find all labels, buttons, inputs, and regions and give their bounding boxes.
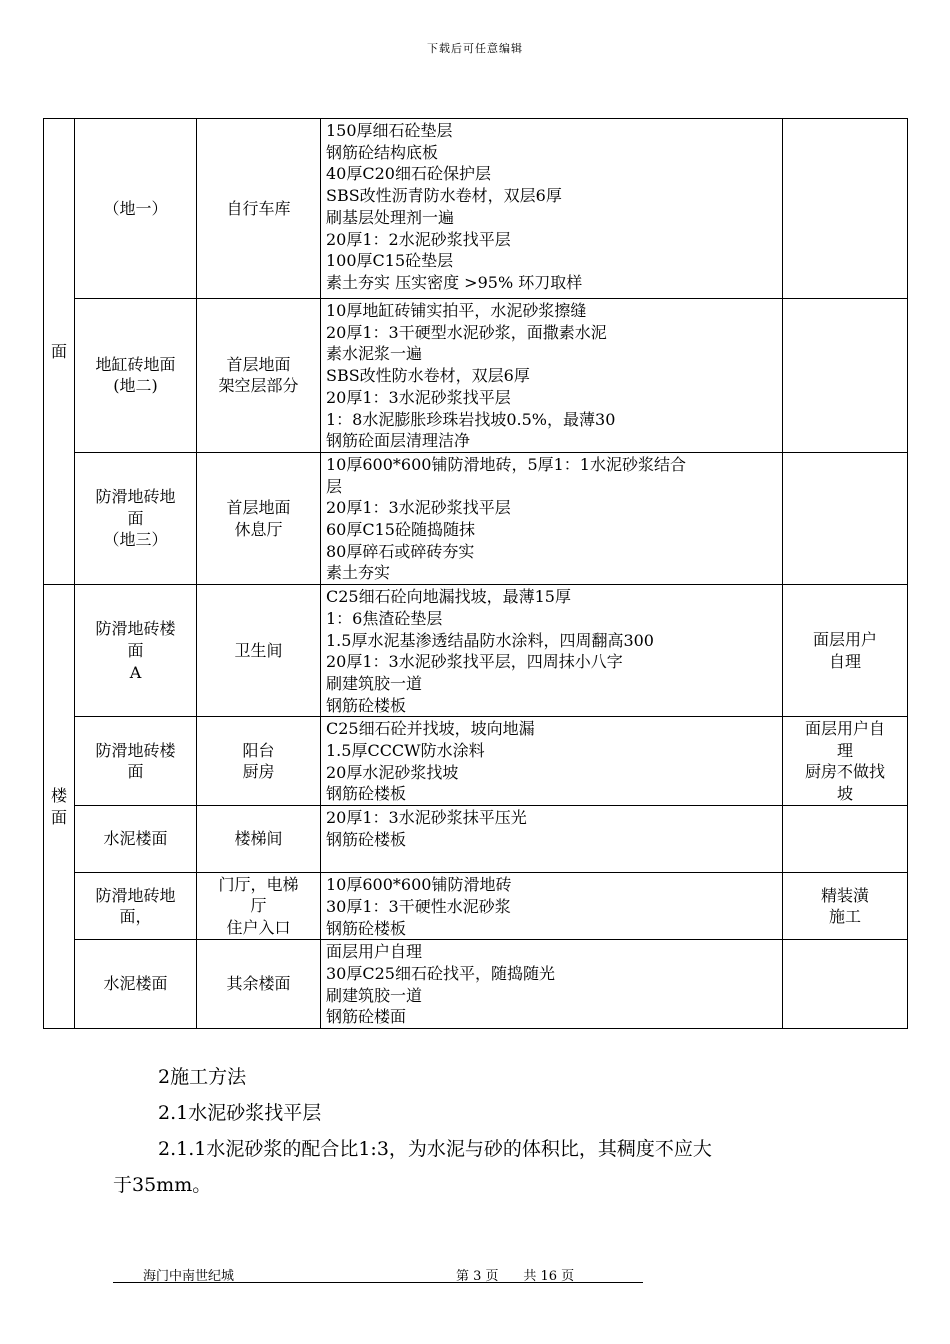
construction-layers <box>321 299 783 453</box>
cell-line: 防滑地砖地 <box>95 885 176 905</box>
floor-type-name <box>75 119 197 299</box>
cell-line: SBS改性防水卷材，双层6厚 <box>326 366 530 386</box>
construction-layers <box>321 806 783 873</box>
cell-line: （地一） <box>103 198 168 218</box>
cell-line: 素水泥浆一遍 <box>326 344 423 364</box>
cell-line: 20厚1：2水泥砂浆找平层 <box>326 229 511 249</box>
remark-cell <box>783 119 908 299</box>
cell-line: 水泥楼面 <box>103 829 168 849</box>
cell-line: (地二) <box>113 376 158 396</box>
location-cell <box>197 585 321 717</box>
cell-line: 30厚1：3干硬性水泥砂浆 <box>326 896 511 916</box>
cell-line: 钢筋砼楼板 <box>326 918 407 938</box>
group-label: 面 <box>50 341 67 361</box>
cell-line: 面层用户自 <box>804 718 885 738</box>
table-row <box>44 806 908 873</box>
cell-line: 刷基层处理剂一遍 <box>326 207 455 227</box>
cell-line: 面， <box>119 907 152 927</box>
construction-spec-table <box>43 118 908 1029</box>
remark-cell <box>783 873 908 940</box>
construction-layers <box>321 119 783 299</box>
header-note: 下载后可任意编辑 <box>427 42 523 55</box>
table-row <box>44 585 908 717</box>
cell-line: 钢筋砼面层清理洁净 <box>326 431 471 451</box>
group-label-cell <box>44 585 75 1029</box>
construction-layers <box>321 873 783 940</box>
floor-type-name <box>75 585 197 717</box>
cell-line: 首层地面 <box>226 497 291 517</box>
remark-cell <box>783 299 908 453</box>
cell-line: 施工 <box>828 907 861 927</box>
section-heading-2-1: 2.1水泥砂浆找平层 <box>158 1102 322 1124</box>
cell-line: 20厚1：3水泥砂浆找平层 <box>326 498 511 518</box>
cell-line: 门厅，电梯 <box>218 874 299 894</box>
cell-line: 防滑地砖楼 <box>95 619 176 639</box>
location-cell <box>197 299 321 453</box>
cell-line: 层 <box>326 476 343 496</box>
floor-type-name <box>75 940 197 1029</box>
cell-line: 卫生间 <box>234 640 283 660</box>
cell-line: 20厚1：3水泥砂浆找平层，四周抹小八字 <box>326 652 623 672</box>
cell-line: 阳台 <box>242 740 275 760</box>
cell-line: 理 <box>836 740 853 760</box>
cell-line: 自理 <box>828 651 861 671</box>
cell-line: 素土夯实 压实密度 >95% 环刀取样 <box>326 272 583 292</box>
location-cell <box>197 717 321 806</box>
cell-line: 10厚地缸砖铺实拍平，水泥砂浆擦缝 <box>326 301 587 320</box>
cell-line: 住户入口 <box>226 918 291 938</box>
cell-line: 坡 <box>836 783 853 803</box>
construction-layers <box>321 717 783 806</box>
floor-type-name <box>75 806 197 873</box>
remark-cell <box>783 940 908 1029</box>
cell-line: 厅 <box>250 896 267 916</box>
cell-line: 10厚600*600铺防滑地砖，5厚1：1水泥砂浆结合 <box>326 454 686 474</box>
cell-line: 40厚C20细石砼保护层 <box>326 164 491 184</box>
cell-line: 钢筋砼楼板 <box>326 695 407 715</box>
cell-line: 面 <box>127 640 144 660</box>
table-row <box>44 873 908 940</box>
page-footer <box>113 1265 643 1285</box>
remark-cell <box>783 585 908 717</box>
location-cell <box>197 452 321 584</box>
cell-line: 钢筋砼结构底板 <box>326 142 439 162</box>
cell-line: 1：6焦渣砼垫层 <box>326 608 443 628</box>
floor-type-name <box>75 299 197 453</box>
cell-line: 钢筋砼楼板 <box>326 829 407 849</box>
location-cell <box>197 806 321 873</box>
section-heading-2: 2施工方法 <box>158 1066 247 1088</box>
cell-line: 20厚1：3干硬型水泥砂浆，面撒素水泥 <box>326 322 607 342</box>
cell-line: 休息厅 <box>234 519 283 539</box>
paragraph-line: 于35mm。 <box>113 1174 212 1196</box>
floor-type-name <box>75 873 197 940</box>
location-cell <box>197 119 321 299</box>
cell-line: 防滑地砖楼 <box>95 740 176 760</box>
paragraph-2-1-1 <box>113 1131 853 1203</box>
footer-page-info: 第 3 页 共 16 页 <box>456 1269 575 1284</box>
cell-line: 自行车库 <box>226 198 291 218</box>
cell-line: A <box>129 662 142 682</box>
cell-line: 首层地面 <box>226 354 291 374</box>
remark-cell <box>783 452 908 584</box>
cell-line: 1.5厚水泥基渗透结晶防水涂料，四周翻高300 <box>326 630 654 650</box>
construction-layers <box>321 940 783 1029</box>
cell-line: 楼梯间 <box>234 829 283 849</box>
cell-line: 架空层部分 <box>218 376 299 396</box>
location-cell <box>197 940 321 1029</box>
cell-line: 80厚碎石或碎砖夯实 <box>326 541 475 561</box>
paragraph-line: 2.1.1水泥砂浆的配合比1:3，为水泥与砂的体积比，其稠度不应大 <box>158 1138 712 1160</box>
construction-layers <box>321 585 783 717</box>
cell-line: 1.5厚CCCW防水涂料 <box>326 741 485 761</box>
cell-line: 刷建筑胶一道 <box>326 985 423 1005</box>
cell-line: C25细石砼并找坡，坡向地漏 <box>326 719 535 739</box>
cell-line: 刷建筑胶一道 <box>326 673 423 693</box>
cell-line: 60厚C15砼随捣随抹 <box>326 520 475 540</box>
cell-line: 30厚C25细石砼找平，随捣随光 <box>326 963 555 983</box>
cell-line: 钢筋砼楼板 <box>326 784 407 804</box>
cell-line: 20厚1：3水泥砂浆找平层 <box>326 387 511 407</box>
cell-line: 精装潢 <box>820 885 869 905</box>
remark-cell <box>783 717 908 806</box>
cell-line: 防滑地砖地 <box>95 486 176 506</box>
cell-line: 100厚C15砼垫层 <box>326 251 454 271</box>
cell-line: 水泥楼面 <box>103 974 168 994</box>
construction-layers <box>321 452 783 584</box>
table-row <box>44 717 908 806</box>
cell-line: 面 <box>127 762 144 782</box>
cell-line: 10厚600*600铺防滑地砖 <box>326 875 512 895</box>
cell-line: 厨房不做找 <box>804 762 885 782</box>
location-cell <box>197 873 321 940</box>
cell-line: SBS改性沥青防水卷材，双层6厚 <box>326 186 562 206</box>
cell-line: 1：8水泥膨胀珍珠岩找坡0.5%，最薄30 <box>326 409 616 429</box>
cell-line: 钢筋砼楼面 <box>326 1007 407 1027</box>
remark-cell <box>783 806 908 873</box>
footer-company: 海门中南世纪城 <box>143 1269 235 1284</box>
cell-line: 厨房 <box>242 762 275 782</box>
cell-line: 面 <box>127 508 144 528</box>
cell-line: 面层用户自理 <box>326 942 423 962</box>
cell-line: 150厚细石砼垫层 <box>326 121 453 140</box>
cell-line: 地缸砖地面 <box>95 354 176 374</box>
group-label-cell <box>44 119 75 585</box>
table-row <box>44 119 908 299</box>
cell-line: C25细石砼向地漏找坡，最薄15厚 <box>326 587 571 607</box>
table-row <box>44 299 908 453</box>
cell-line: （地三） <box>103 530 168 550</box>
floor-type-name <box>75 452 197 584</box>
footer-underline <box>113 1282 643 1283</box>
cell-line: 其余楼面 <box>226 974 291 994</box>
cell-line: 面层用户 <box>812 630 877 650</box>
cell-line: 20厚1：3水泥砂浆抹平压光 <box>326 808 527 828</box>
cell-line: 素土夯实 <box>326 563 391 583</box>
group-label: 楼面 <box>50 785 67 827</box>
table-row <box>44 452 908 584</box>
cell-line: 20厚水泥砂浆找坡 <box>326 762 459 782</box>
floor-type-name <box>75 717 197 806</box>
table-row <box>44 940 908 1029</box>
